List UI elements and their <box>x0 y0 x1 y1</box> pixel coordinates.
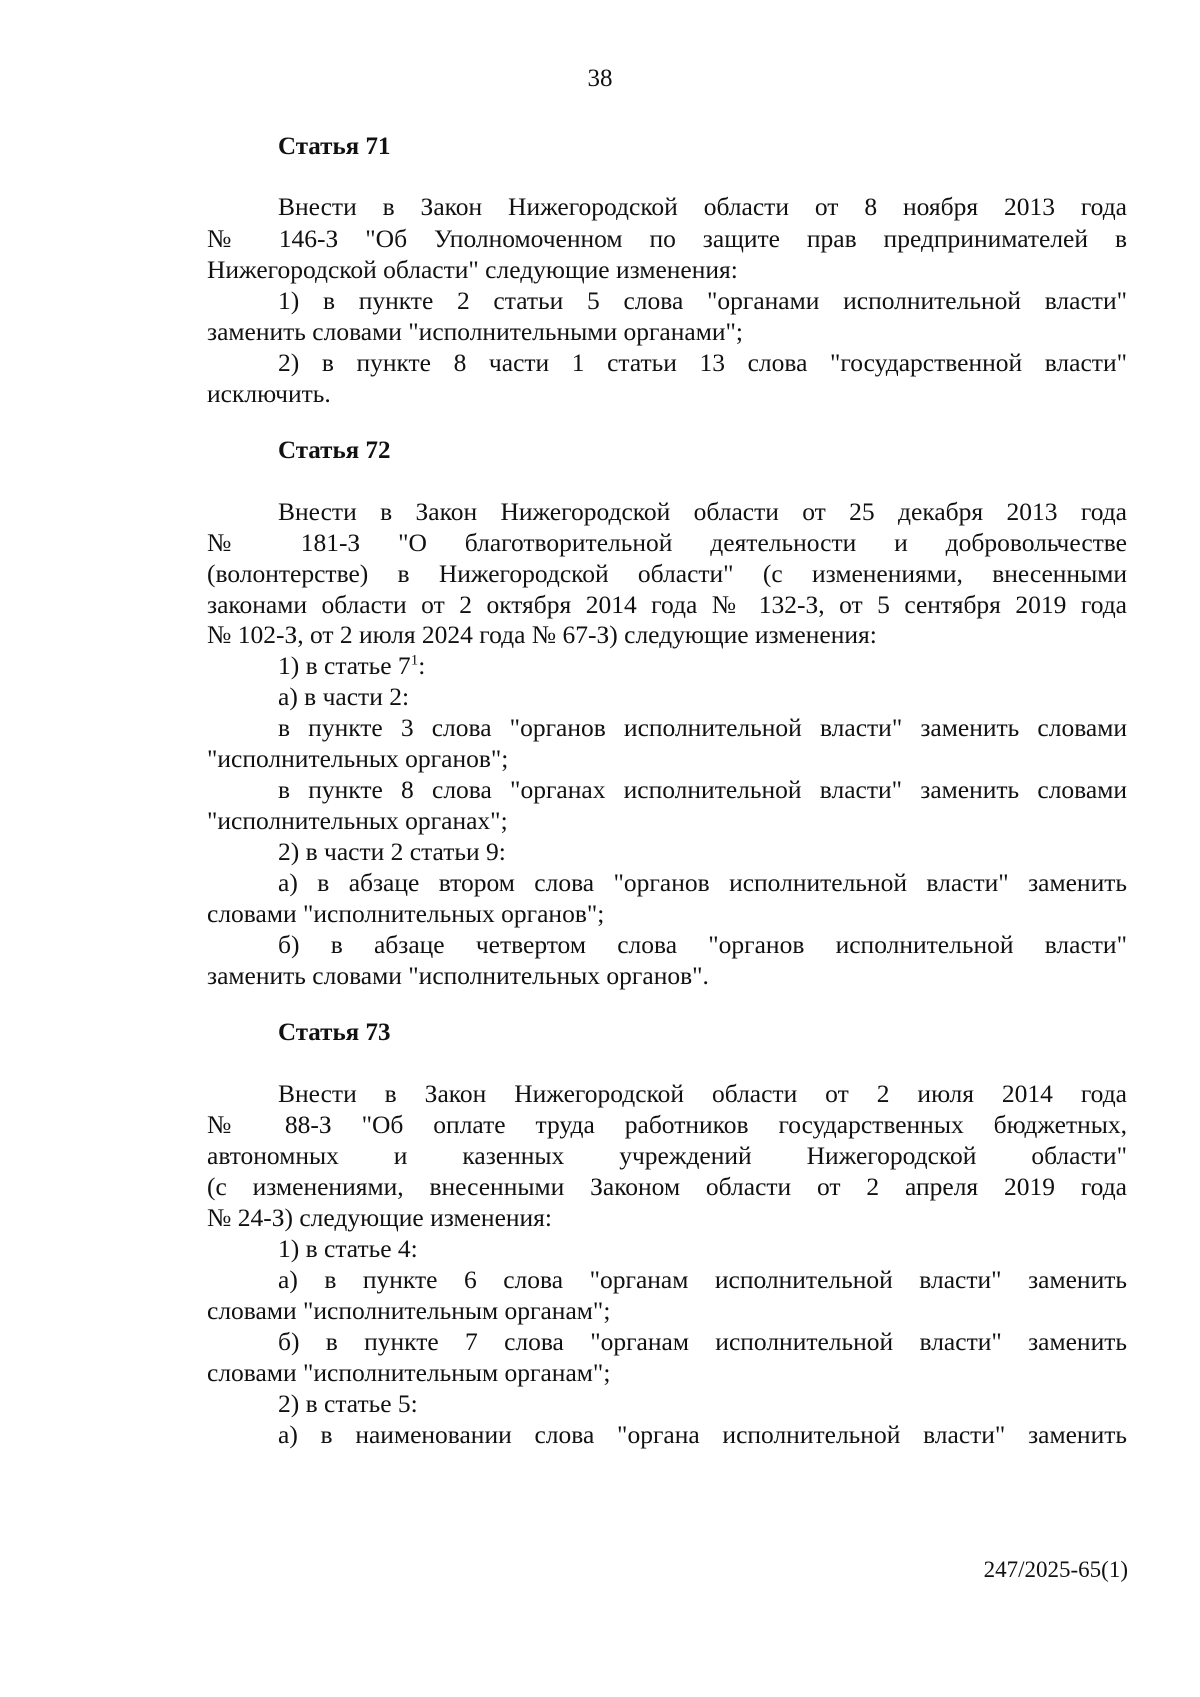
article-72-line: словами "исполнительных органов"; <box>207 899 605 928</box>
article-71-line: исключить. <box>207 379 331 408</box>
article-72-line: в пункте 8 слова "органах исполнительной власти" заменить словами <box>278 775 1127 804</box>
article-73-line: б) в пункте 7 слова "органам исполнительной власти" заменить <box>278 1327 1127 1356</box>
article-71-heading: Статья 71 <box>278 133 391 160</box>
article-71-line: Внести в Закон Нижегородской области от 8 ноября 2013 года <box>278 192 1127 221</box>
article-72-line: в пункте 3 слова "органов исполнительной власти" заменить словами <box>278 713 1127 742</box>
article-73-line: словами "исполнительным органам"; <box>207 1296 611 1325</box>
article-71-line: 1) в пункте 2 статьи 5 слова "органами исполнительной власти" <box>278 286 1127 315</box>
article-72-heading: Статья 72 <box>278 437 391 464</box>
document-code: 247/2025-65(1) <box>983 1557 1128 1582</box>
article-72-line: "исполнительных органах"; <box>207 806 508 835</box>
article-73-line: 1) в статье 4: <box>278 1234 418 1263</box>
article-72-line: б) в абзаце четвертом слова "органов исполнительной власти" <box>278 930 1127 959</box>
page-number: 38 <box>587 65 613 92</box>
article-72-line: "исполнительных органов"; <box>207 744 509 773</box>
article-73-line: автономных и казенных учреждений Нижегородской области" <box>207 1141 1127 1170</box>
article-72-line: а) в абзаце втором слова "органов исполнительной власти" заменить <box>278 868 1127 897</box>
article-73-line: а) в наименовании слова "органа исполнительной власти" заменить <box>278 1420 1127 1449</box>
superscript-tail: : <box>418 651 426 680</box>
article-72-line: Внести в Закон Нижегородской области от 25 декабря 2013 года <box>278 497 1127 526</box>
article-73-line: № 88-З "Об оплате труда работников государственных бюджетных, <box>207 1110 1127 1139</box>
article-71-line: Нижегородской области" следующие изменения: <box>207 255 738 284</box>
article-72-line: № 102-З, от 2 июля 2024 года № 67-З) следующие изменения: <box>207 620 877 649</box>
article-73-line: 2) в статье 5: <box>278 1389 418 1418</box>
superscript: 1 <box>410 652 419 669</box>
article-72-line: а) в части 2: <box>278 682 410 711</box>
article-72-line: (волонтерстве) в Нижегородской области" (с изменениями, внесенными <box>207 559 1127 588</box>
article-73-heading: Статья 73 <box>278 1019 391 1046</box>
article-72-line-text: 1) в статье 7 <box>278 651 411 680</box>
article-72-line: заменить словами "исполнительных органов". <box>207 961 709 990</box>
article-71-line: № 146-З "Об Уполномоченном по защите прав предпринимателей в <box>207 224 1127 253</box>
article-72-line: законами области от 2 октября 2014 года № 132-З, от 5 сентября 2019 года <box>207 590 1127 619</box>
article-71-line: 2) в пункте 8 части 1 статьи 13 слова "государственной власти" <box>278 348 1127 377</box>
article-72-line: 2) в части 2 статьи 9: <box>278 837 506 866</box>
article-73-line: (с изменениями, внесенными Законом области от 2 апреля 2019 года <box>207 1172 1127 1201</box>
article-72-line <box>278 650 1127 683</box>
article-72-line: № 181-З "О благотворительной деятельности и добровольчестве <box>207 528 1127 557</box>
article-73-line: Внести в Закон Нижегородской области от 2 июля 2014 года <box>278 1079 1127 1108</box>
article-73-line: № 24-З) следующие изменения: <box>207 1203 552 1232</box>
article-73-line: а) в пункте 6 слова "органам исполнительной власти" заменить <box>278 1265 1127 1294</box>
article-71-line: заменить словами "исполнительными органами"; <box>207 317 743 346</box>
article-73-line: словами "исполнительным органам"; <box>207 1358 611 1387</box>
